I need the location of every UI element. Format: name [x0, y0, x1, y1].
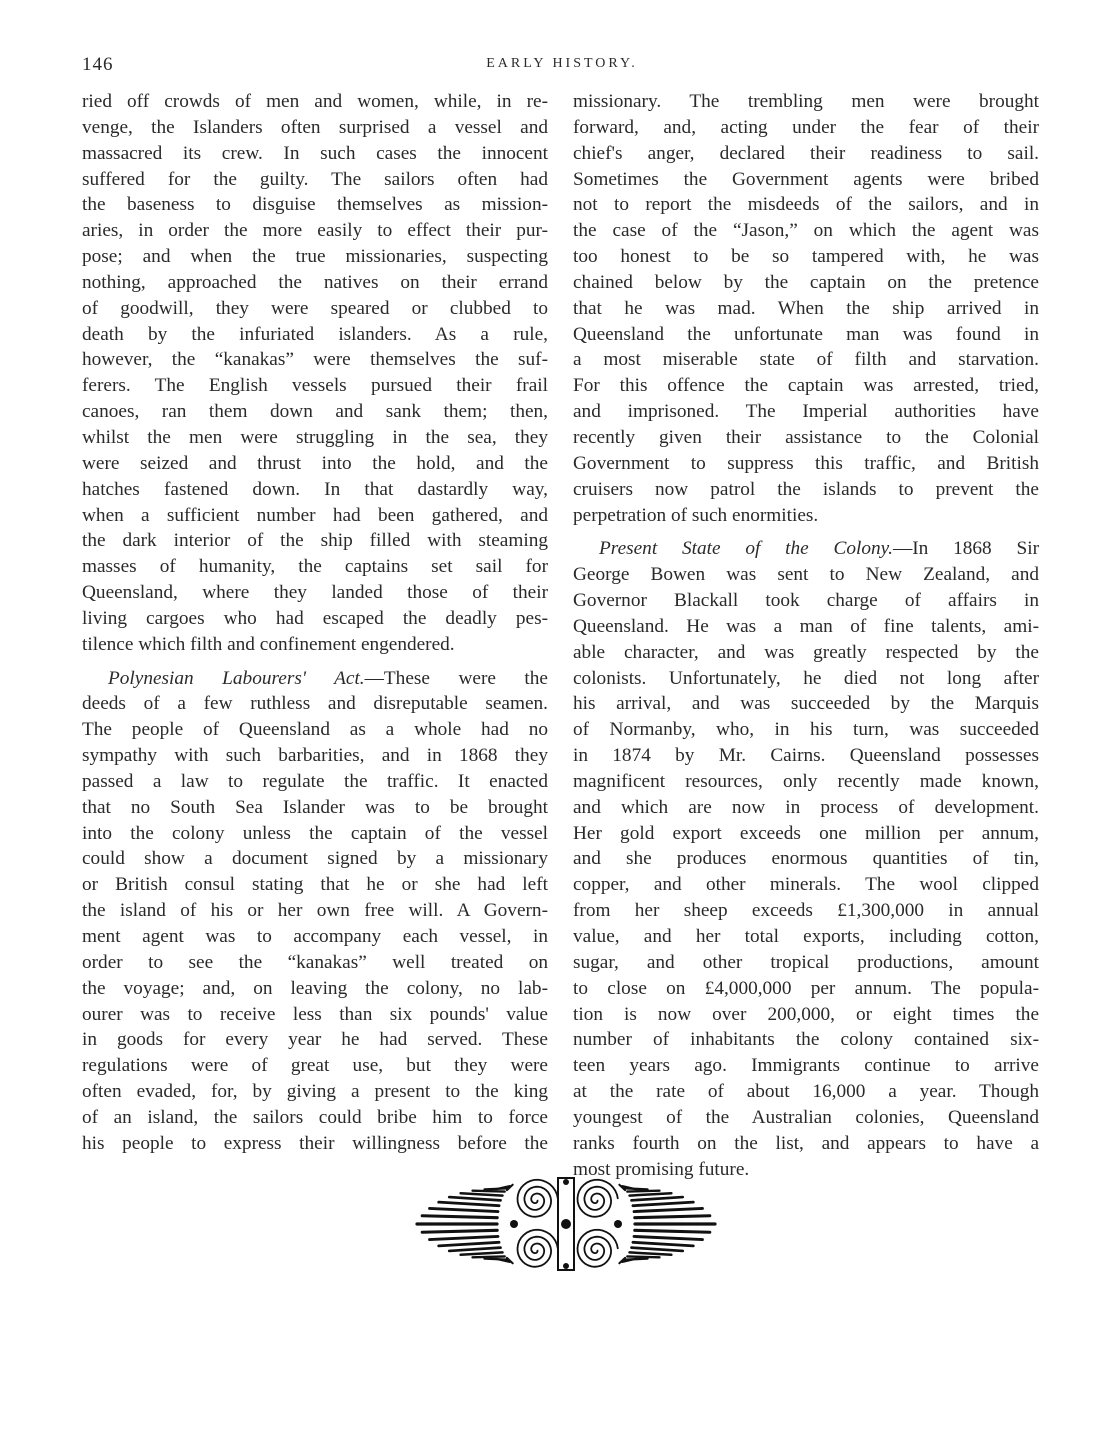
ornament-ray	[633, 1242, 693, 1246]
ornament-spiral	[518, 1230, 558, 1267]
text-run: —In 1868 Sir	[892, 538, 1040, 560]
right-column	[573, 89, 1039, 1182]
text-line: teen years ago. Immigrants continue to arrive	[573, 1055, 1039, 1077]
text-line: sympathy with such barbarities, and in 1868 they	[82, 745, 548, 767]
text-line: aries, in order the more easily to effect their pur-	[82, 220, 548, 242]
text-line: hatches fastened down. In that dastardly way,	[82, 478, 548, 500]
section-heading: Present State of the Colony.	[599, 538, 893, 560]
text-line: Her gold export exceeds one million per annum,	[573, 822, 1039, 844]
text-line: ferers. The English vessels pursued their frail	[82, 375, 548, 397]
ornament-ray	[634, 1208, 702, 1211]
text-line: of Normanby, who, in his turn, was succeeded	[573, 719, 1039, 741]
text-line: copper, and other minerals. The wool clipped	[573, 874, 1039, 896]
text-line: deeds of a few ruthless and disreputable seamen.	[82, 693, 548, 715]
text-line: chief's anger, declared their readiness to sail.	[573, 142, 1039, 164]
text-line: and which are now in process of development.	[573, 796, 1039, 818]
text-line: ried off crowds of men and women, while, in re-	[82, 91, 548, 112]
text-line: youngest of the Australian colonies, Queensland	[573, 1106, 1039, 1128]
ornament-ray	[630, 1252, 672, 1254]
ornament-ray	[631, 1197, 682, 1200]
text-line: passed a law to regulate the traffic. It enacted	[82, 770, 548, 792]
ornament-ray	[485, 1188, 508, 1189]
text-line: whilst the men were struggling in the sea, they	[82, 426, 548, 448]
paragraph-heading-line	[573, 536, 1039, 562]
ornament-ray	[631, 1248, 682, 1251]
text-line: Sometimes the Government agents were bribed	[573, 168, 1039, 190]
text-line: chained below by the captain on the pretence	[573, 271, 1039, 293]
text-line: of goodwill, they were speared or clubbed to	[82, 297, 548, 319]
ornament-ray	[635, 1230, 710, 1232]
ornament-ray	[430, 1236, 498, 1239]
text-line: The people of Queensland as a whole had no	[82, 719, 548, 741]
ornament-ray	[439, 1242, 499, 1246]
text-line: pose; and when the true missionaries, suspecting	[82, 246, 548, 268]
text-line: Queensland. He was a man of fine talents, ami-	[573, 615, 1039, 637]
text-line: perpetration of such enormities.	[573, 504, 819, 526]
text-line: at the rate of about 16,000 a year. Though	[573, 1081, 1039, 1103]
ornament-ray	[461, 1193, 503, 1195]
text-line: tion is now over 200,000, or eight times the	[573, 1003, 1039, 1025]
text-line: too honest to be so tampered with, he was	[573, 246, 1039, 268]
left-column	[82, 89, 548, 1157]
ornament-ray	[630, 1193, 672, 1195]
paragraph-gap	[82, 658, 548, 666]
text-line: George Bowen was sent to New Zealand, and	[573, 564, 1039, 586]
text-line: most promising future.	[573, 1158, 750, 1180]
ornament-ray	[473, 1191, 505, 1192]
decorative-tailpiece-ornament	[410, 1168, 722, 1280]
text-line: Governor Blackall took charge of affairs in	[573, 590, 1039, 612]
text-line: cruisers now patrol the islands to prevent the	[573, 478, 1039, 500]
text-line: a most miserable state of filth and starvation.	[573, 349, 1039, 371]
ornament-dot	[563, 1179, 569, 1185]
text-run: —These were the	[364, 667, 548, 689]
text-line: the case of the “Jason,” on which the agent was	[573, 220, 1039, 242]
text-line: not to report the misdeeds of the sailors, and in	[573, 194, 1039, 216]
text-line: colonists. Unfortunately, he died not long after	[573, 667, 1039, 689]
text-line: in 1874 by Mr. Cairns. Queensland possesses	[573, 745, 1039, 767]
text-line: often evaded, for, by giving a present to the king	[82, 1081, 548, 1103]
ornament-spiral	[578, 1230, 618, 1267]
text-line: suffered for the guilty. The sailors often had	[82, 168, 548, 190]
text-line: death by the infuriated islanders. As a rule,	[82, 323, 548, 345]
text-line: masses of humanity, the captains set sail for	[82, 556, 548, 578]
text-line: of an island, the sailors could bribe him to force	[82, 1106, 548, 1128]
text-line: the island of his or her own free will. A Govern-	[82, 900, 548, 922]
ornament-ray	[422, 1216, 497, 1218]
ornament-ray	[627, 1256, 659, 1257]
text-line: were seized and thrust into the hold, and the	[82, 452, 548, 474]
text-line: his arrival, and was succeeded by the Marquis	[573, 693, 1039, 715]
text-line: Queensland, where they landed those of their	[82, 582, 548, 604]
text-line: order to see the “kanakas” well treated on	[82, 951, 548, 973]
ornament-ray	[461, 1252, 503, 1254]
ornament-ray	[449, 1197, 500, 1200]
text-line: value, and her total exports, including cotton,	[573, 926, 1039, 947]
text-line: number of inhabitants the colony contained six-	[573, 1029, 1039, 1051]
text-line: the voyage; and, on leaving the colony, no lab-	[82, 977, 548, 999]
text-line: in goods for every year he had served. These	[82, 1029, 548, 1051]
text-line: missionary. The trembling men were brought	[573, 91, 1039, 112]
text-line: For this offence the captain was arrested, tried,	[573, 375, 1039, 397]
text-line: able character, and was greatly respected by the	[573, 641, 1039, 663]
paragraph-gap	[573, 528, 1039, 536]
text-line: could show a document signed by a missionary	[82, 848, 548, 870]
text-line: sugar, and other tropical productions, amount	[573, 951, 1039, 973]
ornament-ray	[430, 1208, 498, 1211]
ornament-ray	[449, 1248, 500, 1251]
ornament-ray	[439, 1202, 499, 1206]
ornament-ray	[625, 1188, 648, 1189]
text-line: venge, the Islanders often surprised a vessel and	[82, 116, 548, 138]
text-line: and imprisoned. The Imperial authorities have	[573, 401, 1039, 423]
text-line: to close on £4,000,000 per annum. The popula-	[573, 977, 1039, 999]
text-line: from her sheep exceeds £1,300,000 in annual	[573, 900, 1039, 922]
ornament-ray	[473, 1256, 505, 1257]
ornament-spiral	[578, 1180, 618, 1217]
page-number: 146	[82, 54, 114, 75]
ornament-ray	[627, 1191, 659, 1192]
text-line: into the colony unless the captain of the vessel	[82, 822, 548, 844]
text-line: tilence which filth and confinement engendered.	[82, 633, 455, 655]
text-line: that he was mad. When the ship arrived in	[573, 297, 1039, 319]
ornament-ray	[422, 1230, 497, 1232]
text-line: the dark interior of the ship filled with steaming	[82, 530, 548, 552]
ornament-dot	[561, 1219, 571, 1229]
ornament-ray	[633, 1202, 693, 1206]
ornament-ray	[634, 1236, 702, 1239]
text-line: massacred its crew. In such cases the innocent	[82, 142, 548, 164]
text-line: ment agent was to accompany each vessel, in	[82, 926, 548, 947]
text-line: regulations were of great use, but they were	[82, 1055, 548, 1077]
text-line: the baseness to disguise themselves as mission-	[82, 194, 548, 216]
ornament-dot	[510, 1220, 518, 1228]
text-line: that no South Sea Islander was to be brought	[82, 796, 548, 818]
text-line: however, the “kanakas” were themselves the suf-	[82, 349, 548, 371]
text-line: when a sufficient number had been gathered, and	[82, 504, 548, 526]
text-line: nothing, approached the natives on their errand	[82, 271, 548, 293]
text-line: Queensland the unfortunate man was found in	[573, 323, 1039, 345]
text-line: recently given their assistance to the Colonial	[573, 426, 1039, 448]
text-line: or British consul stating that he or she had left	[82, 874, 548, 896]
ornament-dot	[614, 1220, 622, 1228]
ornament-dot	[563, 1263, 569, 1269]
text-line: forward, and, acting under the fear of their	[573, 116, 1039, 138]
text-line: Government to suppress this traffic, and British	[573, 452, 1039, 474]
paragraph-heading-line	[82, 666, 548, 692]
running-head: EARLY HISTORY.	[486, 56, 638, 71]
ornament-spiral	[518, 1180, 558, 1217]
text-line: canoes, ran them down and sank them; then,	[82, 401, 548, 423]
text-line: his people to express their willingness before the	[82, 1132, 548, 1154]
text-line: ourer was to receive less than six pounds' value	[82, 1003, 548, 1025]
text-line: magnificent resources, only recently made known,	[573, 770, 1039, 792]
text-line: living cargoes who had escaped the deadly pes-	[82, 607, 548, 629]
section-heading: Polynesian Labourers' Act.	[108, 667, 365, 689]
text-line: and she produces enormous quantities of tin,	[573, 848, 1039, 870]
ornament-ray	[635, 1216, 710, 1218]
text-line: ranks fourth on the list, and appears to have a	[573, 1132, 1039, 1154]
